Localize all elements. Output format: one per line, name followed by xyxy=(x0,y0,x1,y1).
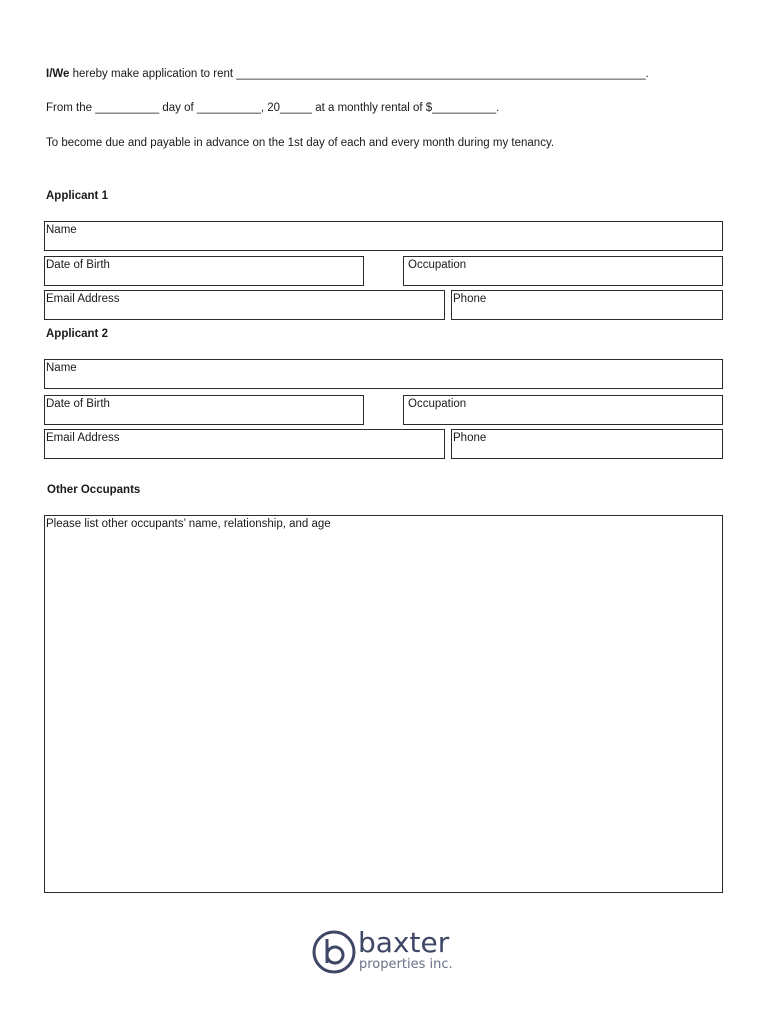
intro-line-payment: To become due and payable in advance on the 1st day of each and every month during my tenancy. xyxy=(46,137,555,149)
other-occupants-label: Please list other occupants’ name, relationship, and age xyxy=(46,518,331,530)
applicant2-phone-label: Phone xyxy=(453,432,487,444)
applicant2-email-label: Email Address xyxy=(46,432,120,444)
applicant2-heading: Applicant 2 xyxy=(46,328,108,340)
applicant1-heading: Applicant 1 xyxy=(46,190,108,202)
intro-rent-text: hereby make application to rent ________________________________________________________________. xyxy=(69,68,649,80)
applicant1-dob-field[interactable] xyxy=(44,256,364,286)
applicant2-occupation-field[interactable] xyxy=(403,395,723,425)
applicant2-name-label: Name xyxy=(46,362,77,374)
intro-iwe: I/We xyxy=(46,68,70,80)
applicant1-email-label: Email Address xyxy=(46,293,120,305)
intro-line-date: From the __________ day of __________, 20_____ at a monthly rental of $__________. xyxy=(46,102,500,114)
applicant1-phone-label: Phone xyxy=(453,293,487,305)
applicant1-occupation-label: Occupation xyxy=(408,259,467,271)
applicant1-phone-field[interactable] xyxy=(451,290,723,320)
baxter-logo-word: baxter xyxy=(358,926,450,959)
intro-line-rent xyxy=(46,67,649,81)
other-occupants-heading: Other Occupants xyxy=(47,484,141,496)
applicant1-dob-label: Date of Birth xyxy=(46,259,110,271)
applicant1-email-field[interactable] xyxy=(44,290,445,320)
baxter-logo-subtitle: properties inc. xyxy=(359,957,453,972)
applicant2-phone-field[interactable] xyxy=(451,429,723,459)
applicant2-email-field[interactable] xyxy=(44,429,445,459)
applicant2-name-field[interactable] xyxy=(44,359,723,389)
applicant1-name-label: Name xyxy=(46,224,77,236)
baxter-logo-mark-icon xyxy=(312,930,356,974)
applicant2-dob-label: Date of Birth xyxy=(46,398,110,410)
other-occupants-field[interactable] xyxy=(44,515,723,893)
applicant2-dob-field[interactable] xyxy=(44,395,364,425)
applicant2-occupation-label: Occupation xyxy=(408,398,467,410)
applicant1-name-field[interactable] xyxy=(44,221,723,251)
baxter-logo xyxy=(312,928,462,980)
applicant1-occupation-field[interactable] xyxy=(403,256,723,286)
